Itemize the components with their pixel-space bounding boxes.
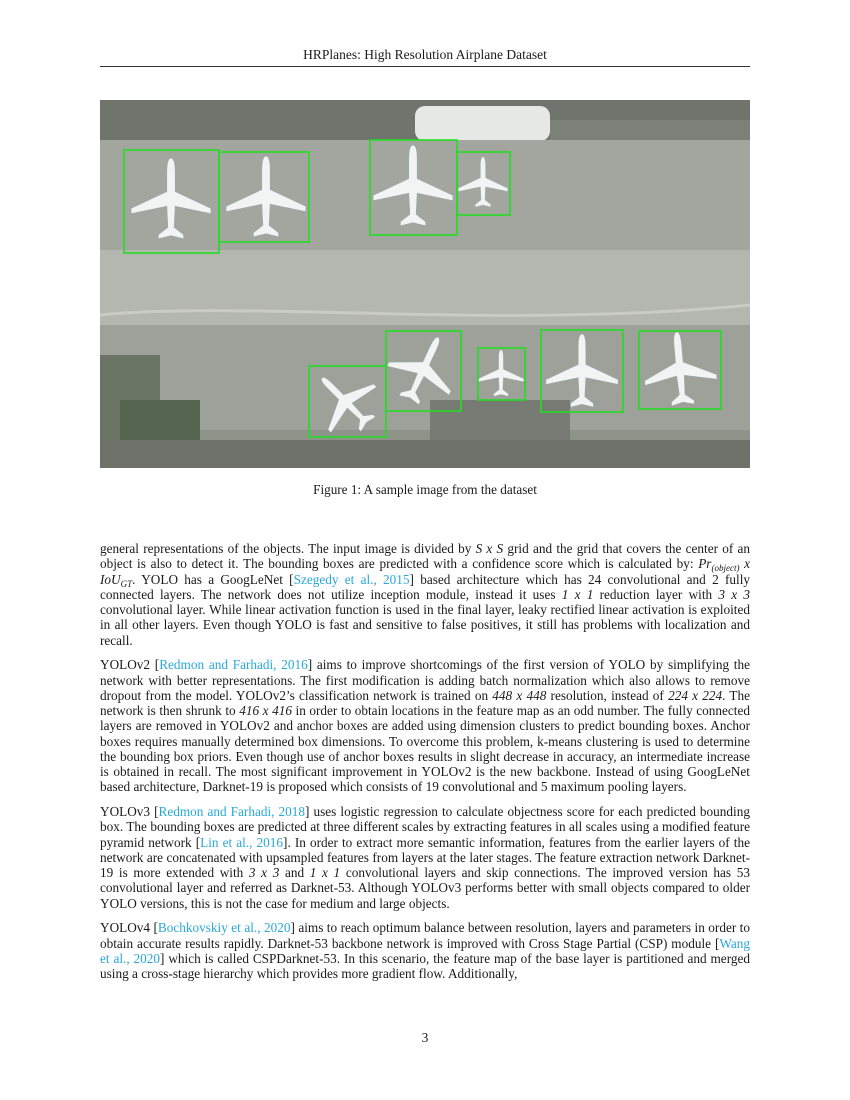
- aerial-airport-image: [100, 100, 750, 468]
- citation-link[interactable]: Redmon and Farhadi, 2018: [158, 804, 306, 819]
- math-text: 3 x 3: [248, 865, 280, 880]
- paragraph-yolov2: [100, 657, 750, 794]
- body-text: [100, 541, 750, 991]
- text-run: grid and the grid that covers the center of an object is also to detect it. The bounding boxes are predicted with a confidence score which is calculated by:: [100, 541, 750, 572]
- math-text: Pr: [698, 556, 712, 572]
- citation-link[interactable]: Szegedy et al., 2015: [293, 571, 410, 587]
- math-text: 448 x 448: [492, 687, 547, 703]
- math-text: 224 x 224: [668, 687, 723, 703]
- math-subscript: GT: [120, 578, 133, 589]
- text-run: ] aims to reach optimum balance between resolution, layers and parameters in order to obtain accurate results rapidly. Darknet-53 backbone network is improved with Cross Stage Partial (CSP) module [: [100, 920, 750, 951]
- text-run: YOLOv4 [: [100, 920, 158, 936]
- math-text: 1 x 1: [561, 586, 594, 602]
- math-text: x IoU: [100, 556, 750, 587]
- text-run: . YOLO has a GoogLeNet [: [132, 571, 294, 587]
- paragraph-yolov4: [100, 920, 750, 981]
- text-run: resolution, instead of: [546, 687, 669, 703]
- math-text: S x S: [475, 541, 504, 556]
- text-run: convolutional layers and skip connections. The improved version has 53 convolutional layer and referred as Darknet-53. Although YOLOv3 performs better with small objects compared to older YOLO versions, this is not the case for medium and large objects.: [100, 865, 750, 911]
- paragraph-yolo: [100, 541, 750, 648]
- running-header: HRPlanes: High Resolution Airplane Dataset: [303, 47, 547, 62]
- text-run: YOLOv3 [: [100, 804, 159, 819]
- text-run: ] uses logistic regression to calculate objectness score for each predicted bounding box. The bounding boxes are predicted at three different scales by extracting features in all scales using a modified feature pyramid network [: [100, 804, 750, 850]
- text-run: general representations of the objects. The input image is divided by: [100, 541, 476, 556]
- math-subscript: (object): [711, 563, 740, 574]
- text-run: ]. In order to extract more semantic information, features from the earlier layers of the network are concatenated with upsampled features from layers at the later stages. The feature extraction network Darknet-19 is more extended with: [100, 834, 750, 880]
- paragraph-yolov3: [100, 804, 750, 911]
- figure-caption: Figure 1: A sample image from the dataset: [313, 482, 537, 497]
- text-run: in order to obtain locations in the feature map as an odd number. The fully connected layers are removed in YOLOv2 and anchor boxes are added using dimension clusters to predict bounding boxes. Anchor boxes requires manually determined box dimensions. To overcome this problem, k-means clustering is used to determine the bounding box priors. Even though use of anchor boxes results in slight decrease in accuracy, an intermediate increase is obtained in recall. The most significant improvement in YOLOv2 is the new backbone. Instead of using GoogLeNet based architecture, Darknet-19 is proposed which consists of 19 convolutional and 5 maximum pooling layers.: [100, 703, 750, 795]
- math-text: 1 x 1: [309, 865, 341, 880]
- text-run: . The network is then shrunk to: [100, 687, 751, 718]
- text-run: ] aims to improve shortcomings of the first version of YOLO by simplifying the network with better representations. The first modification is adding batch normalization which also allows to remove dropout from the model. YOLOv2’s classification network is trained on: [100, 657, 750, 703]
- citation-link[interactable]: Redmon and Farhadi, 2016: [159, 657, 308, 673]
- text-run: reduction layer with: [593, 586, 719, 602]
- citation-link[interactable]: Wang et al., 2020: [100, 935, 750, 966]
- text-run: and: [279, 865, 310, 880]
- text-run: ] which is called CSPDarknet-53. In this scenario, the feature map of the base layer is partitioned and merged using a cross-stage hierarchy which provides more gradient flow. Additionally,: [100, 950, 750, 981]
- math-text: 416 x 416: [239, 703, 292, 718]
- math-text: 3 x 3: [718, 586, 751, 602]
- text-run: convolutional layer. While linear activation function is used in the final layer, leaky rectified linear activation is exploited in all other layers. Even though YOLO is fast and sensitive to false positives, it still has problems with localization and recall.: [100, 602, 750, 648]
- page-number: 3: [421, 1030, 429, 1045]
- text-run: YOLOv2 [: [100, 657, 160, 673]
- text-run: ] based architecture which has 24 convolutional and 2 fully connected layers. The network does not utilize inception module, instead it uses: [100, 571, 750, 602]
- header-rule: [100, 66, 750, 67]
- citation-link[interactable]: Lin et al., 2016: [200, 834, 284, 850]
- figure-airport-image: [100, 100, 750, 468]
- citation-link[interactable]: Bochkovskiy et al., 2020: [157, 920, 291, 936]
